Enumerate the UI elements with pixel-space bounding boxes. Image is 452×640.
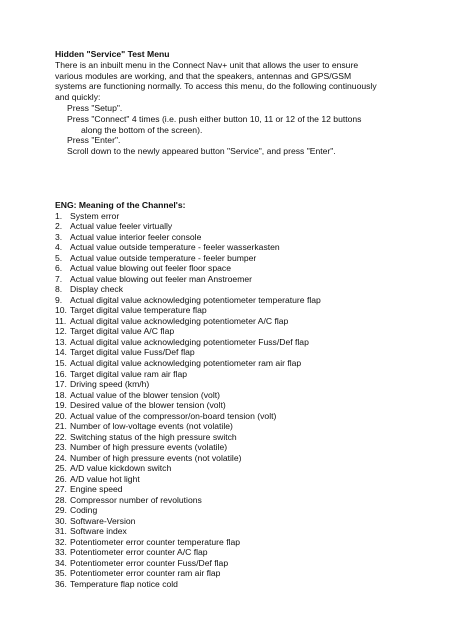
list-item-number: 31.: [55, 526, 67, 537]
list-item: [55, 221, 435, 232]
list-item-text: System error: [70, 210, 120, 221]
list-item-number: 23.: [55, 442, 67, 453]
list-item-text: A/D value kickdown switch: [70, 463, 172, 474]
list-item-text: Actual value outside temperature - feeler bumper: [70, 252, 257, 263]
list-item: [55, 379, 435, 390]
step-connect-continued: along the bottom of the screen).: [81, 124, 203, 135]
list-item: [55, 516, 435, 527]
list-item: [55, 526, 435, 537]
list-item: [55, 337, 435, 348]
list-item-number: 8.: [55, 284, 63, 295]
list-item-number: 1.: [55, 210, 63, 221]
step-setup: Press "Setup".: [67, 102, 123, 113]
list-item-text: Actual value blowing out feeler man Anstroemer: [70, 273, 252, 284]
list-item-text: Desired value of the blower tension (volt): [70, 400, 226, 411]
list-item: [55, 558, 435, 569]
list-item: [55, 463, 435, 474]
list-item-text: Number of low-voltage events (not volatile): [70, 421, 233, 432]
list-item-number: 32.: [55, 536, 67, 547]
list-item-number: 34.: [55, 557, 67, 568]
list-item-text: Number of high pressure events (not volatile): [70, 452, 242, 463]
channel-list: [55, 211, 435, 590]
list-item-number: 3.: [55, 231, 63, 242]
list-item-number: 28.: [55, 494, 67, 505]
list-item-text: Temperature flap notice cold: [70, 578, 178, 589]
list-item-number: 7.: [55, 273, 63, 284]
intro-line-2: various modules are working, and that the speakers, antennas and GPS/GSM: [55, 70, 352, 81]
list-item-text: Display check: [70, 284, 124, 295]
list-item-text: Target digital value temperature flap: [70, 305, 207, 316]
list-item: [55, 358, 435, 369]
list-item-text: Number of high pressure events (volatile): [70, 442, 228, 453]
channels-heading: ENG: Meaning of the Channel's:: [55, 199, 186, 210]
list-item-number: 15.: [55, 357, 67, 368]
list-item-number: 6.: [55, 263, 63, 274]
section-spacer: [55, 157, 435, 200]
list-item-number: 4.: [55, 242, 63, 253]
list-item-number: 9.: [55, 294, 63, 305]
list-item-text: Actual digital value acknowledging potentiometer ram air flap: [70, 357, 302, 368]
list-item-number: 13.: [55, 336, 67, 347]
list-item-text: Potentiometer error counter A/C flap: [70, 547, 208, 558]
intro-line-3: systems are functioning normally. To access this menu, do the following continuously: [55, 81, 377, 92]
list-item-number: 21.: [55, 421, 67, 432]
list-item: [55, 400, 435, 411]
list-item-number: 5.: [55, 252, 63, 263]
list-item-text: Potentiometer error counter ram air flap: [70, 568, 221, 579]
list-item: [55, 432, 435, 443]
document-page: [55, 49, 435, 589]
list-item-number: 36.: [55, 578, 67, 589]
list-item: [55, 295, 435, 306]
list-item-text: Potentiometer error counter temperature flap: [70, 536, 241, 547]
list-item-number: 17.: [55, 379, 67, 390]
list-item: [55, 390, 435, 401]
list-item-text: Engine speed: [70, 484, 123, 495]
list-item: [55, 326, 435, 337]
list-item: [55, 442, 435, 453]
list-item: [55, 232, 435, 243]
list-item: [55, 411, 435, 422]
list-item: [55, 347, 435, 358]
list-item-number: 33.: [55, 547, 67, 558]
list-item: [55, 284, 435, 295]
list-item: [55, 305, 435, 316]
list-item-number: 26.: [55, 473, 67, 484]
list-item-number: 14.: [55, 347, 67, 358]
list-item-text: Actual value feeler virtually: [70, 221, 173, 232]
list-item-text: Target digital value A/C flap: [70, 326, 175, 337]
list-item-number: 12.: [55, 326, 67, 337]
list-item-text: Switching status of the high pressure switch: [70, 431, 237, 442]
intro-line-1: There is an inbuilt menu in the Connect Nav+ unit that allows the user to ensure: [55, 59, 359, 70]
list-item-number: 25.: [55, 463, 67, 474]
list-item: [55, 316, 435, 327]
list-item-number: 22.: [55, 431, 67, 442]
list-item-text: Coding: [70, 505, 98, 516]
list-item: [55, 453, 435, 464]
list-item-number: 2.: [55, 221, 63, 232]
list-item: [55, 495, 435, 506]
list-item: [55, 505, 435, 516]
step-connect: Press "Connect" 4 times (i.e. push either button 10, 11 or 12 of the 12 buttons: [67, 113, 362, 124]
list-item-text: Target digital value Fuss/Def flap: [70, 347, 195, 358]
list-item: [55, 253, 435, 264]
list-item: [55, 421, 435, 432]
list-item: [55, 547, 435, 558]
intro-line-4: and quickly:: [55, 92, 101, 103]
list-item-number: 24.: [55, 452, 67, 463]
list-item-number: 16.: [55, 368, 67, 379]
service-menu-title: Hidden "Service" Test Menu: [55, 49, 170, 59]
list-item-text: Software-Version: [70, 515, 136, 526]
list-item-text: Target digital value ram air flap: [70, 368, 188, 379]
list-item-number: 11.: [55, 315, 67, 326]
list-item: [55, 579, 435, 590]
list-item-text: Actual value outside temperature - feeler wasserkasten: [70, 242, 280, 253]
list-item: [55, 369, 435, 380]
list-item-number: 18.: [55, 389, 67, 400]
list-item-text: Software index: [70, 526, 127, 537]
list-item-text: Actual value interior feeler console: [70, 231, 202, 242]
list-item: [55, 568, 435, 579]
list-item-number: 10.: [55, 305, 67, 316]
list-item: [55, 242, 435, 253]
list-item-number: 19.: [55, 400, 67, 411]
list-item-text: A/D value hot light: [70, 473, 140, 484]
list-item: [55, 263, 435, 274]
step-enter: Press "Enter".: [67, 135, 121, 146]
step-scroll: Scroll down to the newly appeared button "Service", and press "Enter".: [67, 146, 336, 157]
list-item-text: Driving speed (km/h): [70, 379, 150, 390]
list-item-text: Actual value blowing out feeler floor space: [70, 263, 231, 274]
list-item-text: Actual value of the compressor/on-board tension (volt): [70, 410, 277, 421]
list-item-number: 20.: [55, 410, 67, 421]
list-item-number: 30.: [55, 515, 67, 526]
list-item: [55, 474, 435, 485]
list-item-text: Potentiometer error counter Fuss/Def flap: [70, 557, 229, 568]
list-item: [55, 484, 435, 495]
list-item-text: Actual digital value acknowledging potentiometer A/C flap: [70, 315, 289, 326]
list-item-text: Actual digital value acknowledging potentiometer Fuss/Def flap: [70, 336, 309, 347]
list-item: [55, 537, 435, 548]
list-item-number: 29.: [55, 505, 67, 516]
list-item: [55, 274, 435, 285]
list-item-number: 35.: [55, 568, 67, 579]
list-item-text: Compressor number of revolutions: [70, 494, 202, 505]
list-item: [55, 211, 435, 222]
list-item-number: 27.: [55, 484, 67, 495]
list-item-text: Actual value of the blower tension (volt): [70, 389, 220, 400]
list-item-text: Actual digital value acknowledging potentiometer temperature flap: [70, 294, 321, 305]
